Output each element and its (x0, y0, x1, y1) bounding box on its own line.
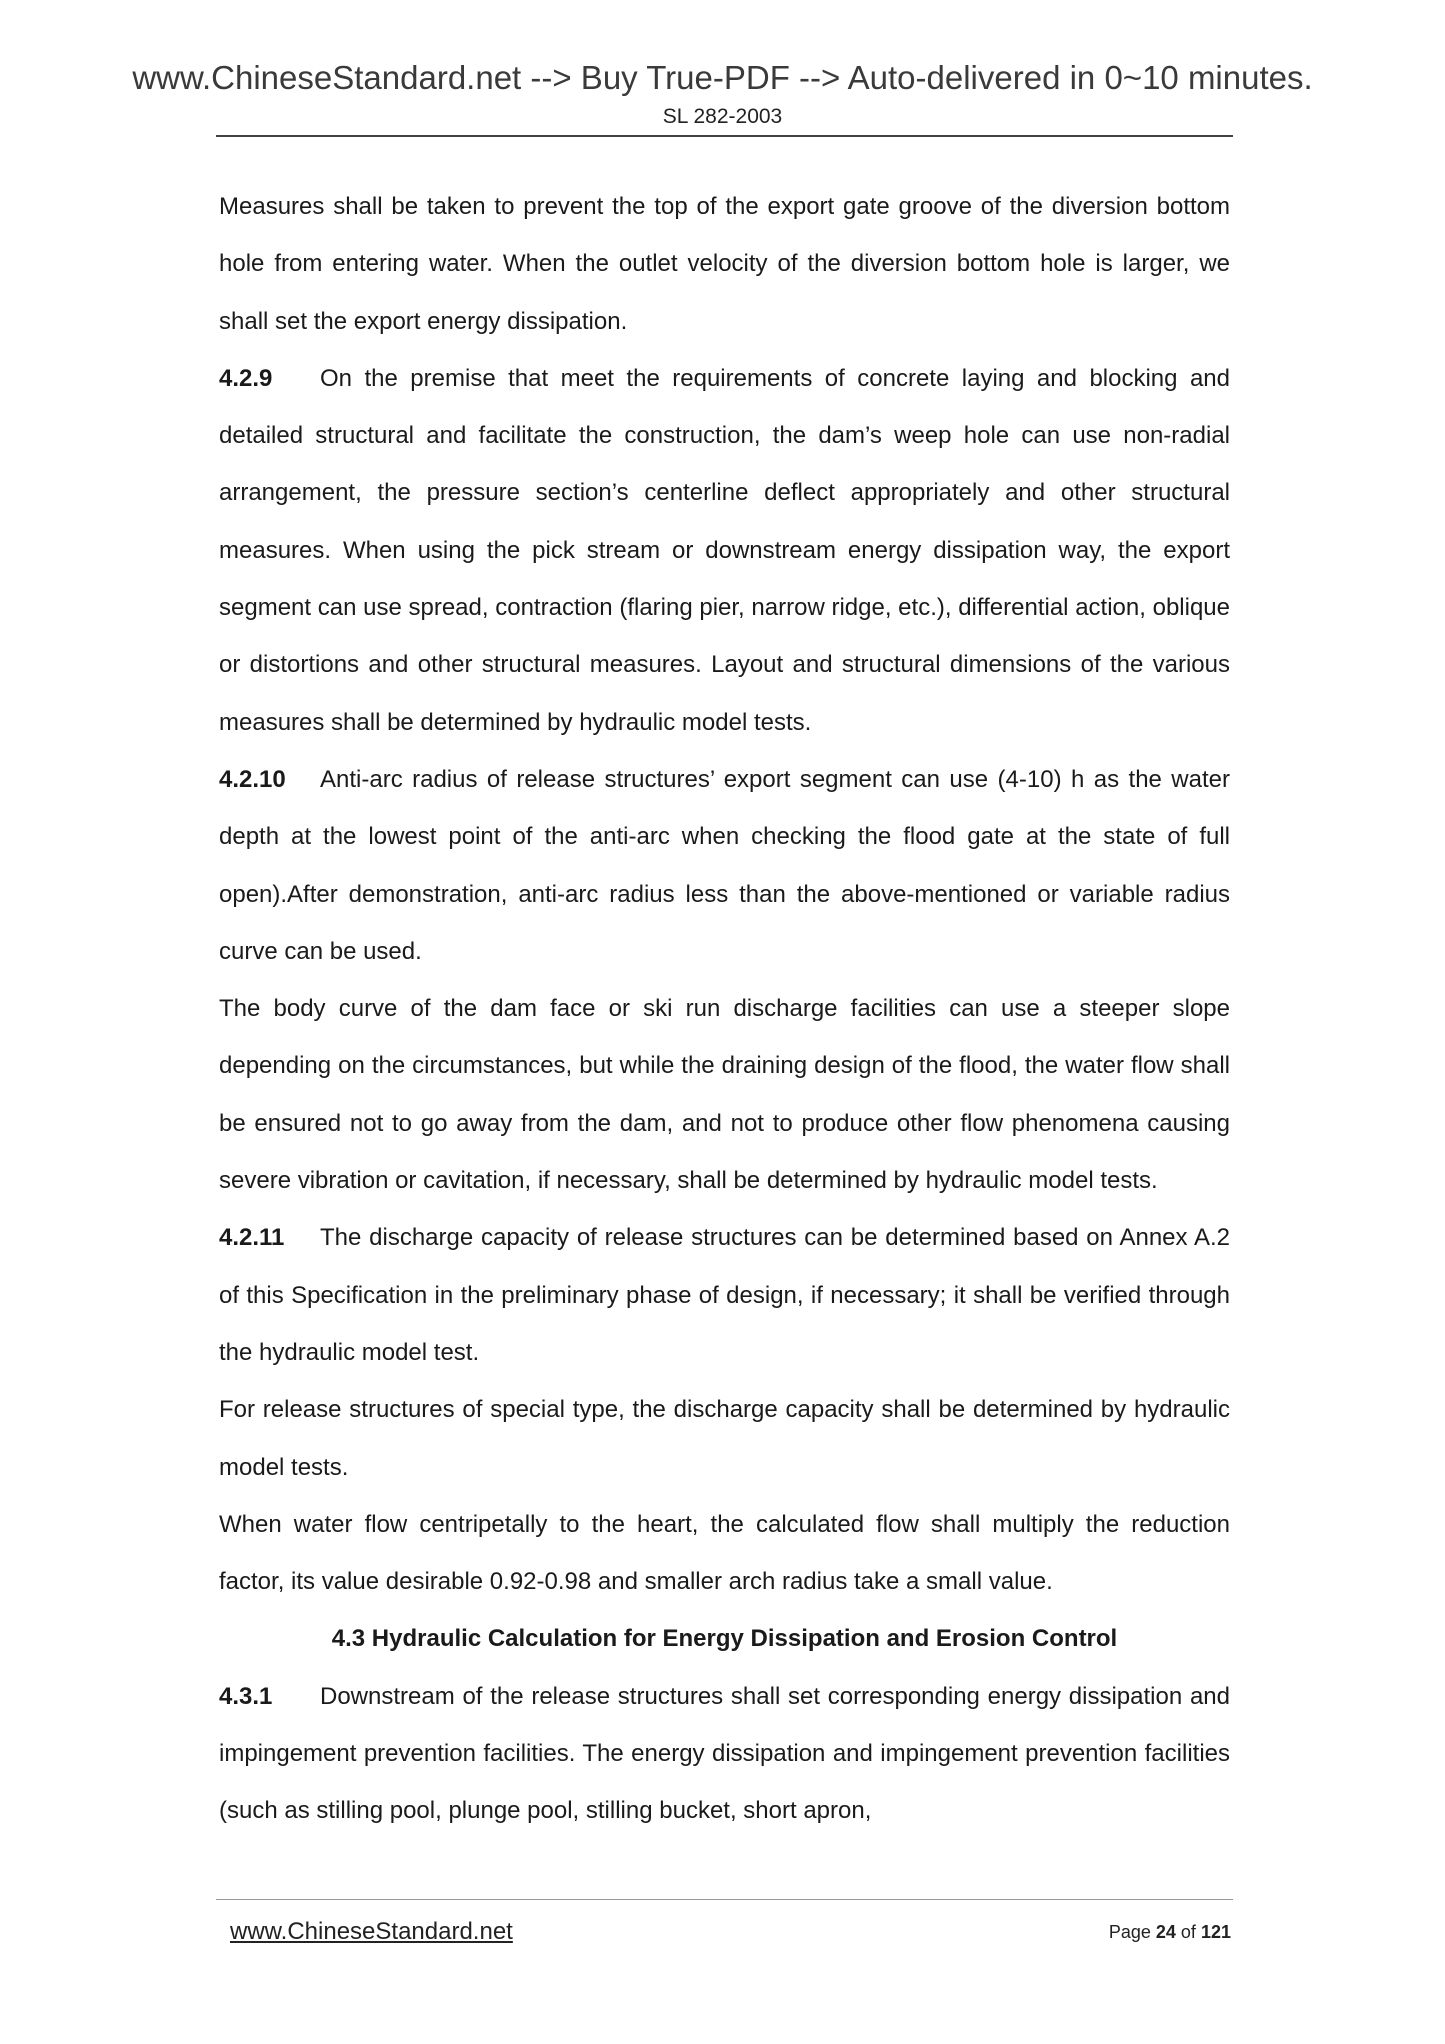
page-number (1109, 1922, 1231, 1943)
clause-text: Downstream of the release structures shall set corresponding energy dissipation and impingement prevention facilities. The energy dissipation and impingement prevention facilities (such as stilling pool, plunge pool, stilling bucket, short apron, (219, 1682, 1230, 1825)
clause-number: 4.2.11 (219, 1224, 285, 1252)
footer-site-link[interactable]: www.ChineseStandard.net (230, 1918, 513, 1945)
top-banner: www.ChineseStandard.net --> Buy True-PDF --> Auto-delivered in 0~10 minutes. (132, 59, 1313, 96)
clause-text: The discharge capacity of release structures can be determined based on Annex A.2 of this Specification in the preliminary phase of design, if necessary; it shall be verified through the hydraulic model test. (219, 1224, 1230, 1366)
page-label: Page (1108, 1922, 1151, 1942)
page-total: 121 (1200, 1922, 1231, 1942)
page-current: 24 (1155, 1922, 1176, 1942)
footer-divider (216, 1899, 1233, 1900)
paragraph: The body curve of the dam face or ski run discharge facilities can use a steeper slope depending on the circumstances, but while the draining design of the flood, the water flow shall be ensured not to go away from the dam, and not to produce other flow phenomena causing severe vibration or cavitation, if necessary, shall be determined by hydraulic model tests. (219, 995, 1230, 1195)
clause-text: Anti-arc radius of release structures’ export segment can use (4-10) h as the water depth at the lowest point of the anti-arc when checking the flood gate at the state of full open).After demonstration, anti-arc radius less than the above-mentioned or variable radius curve can be used. (219, 765, 1230, 965)
paragraph: When water flow centripetally to the heart, the calculated flow shall multiply the reduction factor, its value desirable 0.92-0.98 and smaller arch radius take a small value. (219, 1510, 1230, 1596)
clause-4-2-11 (219, 1209, 1230, 1381)
standard-code: SL 282-2003 (662, 105, 783, 128)
document-body (219, 178, 1230, 1840)
clause-number: 4.2.10 (219, 765, 286, 793)
header-divider (216, 135, 1233, 137)
page-of: of (1180, 1922, 1196, 1942)
clause-4-2-9 (219, 350, 1230, 751)
clause-4-3-1 (219, 1668, 1230, 1840)
paragraph: For release structures of special type, the discharge capacity shall be determined by hydraulic model tests. (219, 1396, 1230, 1481)
clause-4-2-10 (219, 751, 1230, 980)
section-heading: 4.3 Hydraulic Calculation for Energy Dissipation and Erosion Control (331, 1625, 1118, 1653)
clause-number: 4.2.9 (219, 364, 273, 392)
clause-text: On the premise that meet the requirements of concrete laying and blocking and detailed structural and facilitate the construction, the dam’s weep hole can use non-radial arrangement, the pressure section’s centerline deflect appropriately and other structural measures. When using the pick stream or downstream energy dissipation way, the export segment can use spread, contraction (flaring pier, narrow ridge, etc.), differential action, oblique or distortions and other structural measures. Layout and structural dimensions of the various measures shall be determined by hydraulic model tests. (219, 364, 1230, 736)
paragraph-continued: Measures shall be taken to prevent the top of the export gate groove of the diversion bottom hole from entering water. When the outlet velocity of the diversion bottom hole is larger, we shall set the export energy dissipation. (219, 193, 1230, 335)
clause-number: 4.3.1 (219, 1682, 273, 1710)
